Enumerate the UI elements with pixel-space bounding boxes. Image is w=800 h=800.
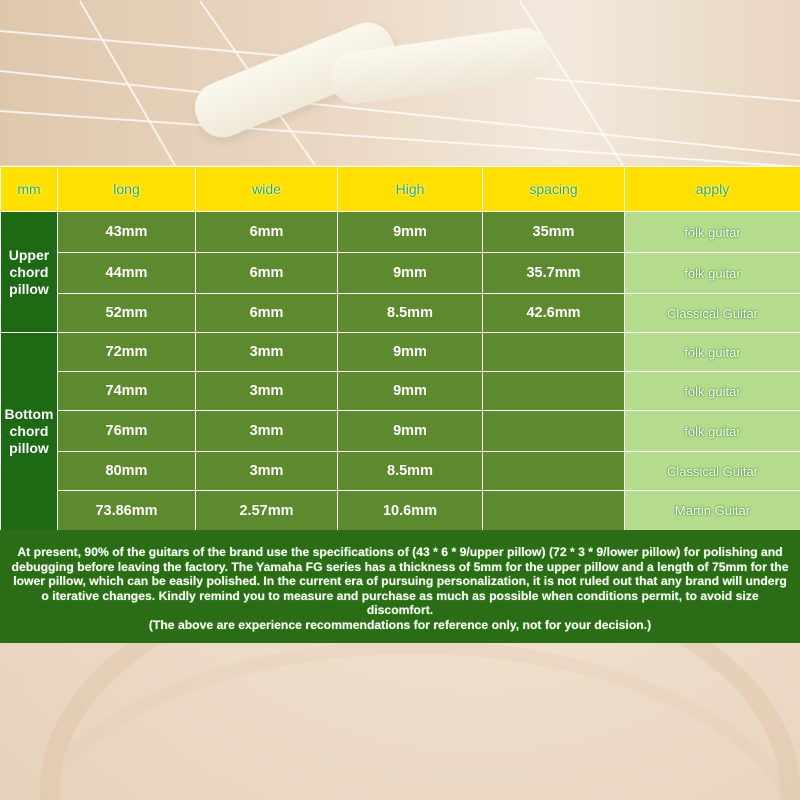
header-apply: apply [625,167,800,212]
cell-spacing [483,411,625,452]
cell-wide: 6mm [196,294,338,333]
cell-apply: Classical Guitar [625,452,800,491]
cell-wide: 3mm [196,372,338,411]
specification-table [0,166,800,530]
cell-apply: folk guitar [625,372,800,411]
cell-spacing: 35mm [483,212,625,253]
cell-wide: 2.57mm [196,491,338,531]
cell-wide: 3mm [196,452,338,491]
cell-spacing: 35.7mm [483,253,625,294]
cell-wide: 6mm [196,212,338,253]
cell-high: 9mm [338,253,483,294]
cell-spacing [483,452,625,491]
cell-spacing [483,333,625,372]
cell-wide: 6mm [196,253,338,294]
table-row [1,411,800,452]
cell-high: 9mm [338,333,483,372]
cell-high: 9mm [338,212,483,253]
table-row [1,333,800,372]
table-row [1,294,800,333]
cell-high: 9mm [338,411,483,452]
cell-spacing: 42.6mm [483,294,625,333]
header-spacing: spacing [483,167,625,212]
header-high: High [338,167,483,212]
cell-apply: Martin Guitar [625,491,800,531]
cell-spacing [483,372,625,411]
table-row [1,253,800,294]
group-label-upper: Upper chord pillow [1,212,58,333]
cell-high: 8.5mm [338,294,483,333]
table-header-row [1,167,800,212]
cell-high: 9mm [338,372,483,411]
cell-long: 74mm [58,372,196,411]
cell-apply: folk guitar [625,411,800,452]
cell-apply: folk guitar [625,333,800,372]
header-wide: wide [196,167,338,212]
cell-wide: 3mm [196,333,338,372]
table-row [1,212,800,253]
cell-long: 43mm [58,212,196,253]
cell-high: 10.6mm [338,491,483,531]
cell-apply: folk guitar [625,253,800,294]
cell-long: 44mm [58,253,196,294]
cell-long: 80mm [58,452,196,491]
cell-apply: folk guitar [625,212,800,253]
cell-long: 52mm [58,294,196,333]
table-row [1,452,800,491]
cell-long: 76mm [58,411,196,452]
note-text: At present, 90% of the guitars of the brand use the specifications of (43 * 6 * 9/upper pillow) (72 * 3 * 9/lower pillow) for polishing and debugging before leaving the factory. The Yamaha FG series has a thickness of 5mm for the upper pillow and a length of 75mm for the lower pillow, which can be easily polished. In the current era of pursuing personalization, it is not ruled out that any brand will underg o iterative changes. Kindly remind you to measure and purchase as much as possible when conditions permit, to avoid size discomfort. [11,545,789,617]
table-row [1,491,800,531]
cell-high: 8.5mm [338,452,483,491]
cell-apply: Classical Guitar [625,294,800,333]
note-disclaimer: (The above are experience recommendations for reference only, not for your decision.) [148,617,652,632]
specification-note [0,530,800,643]
group-label-bottom: Bottom chord pillow [1,333,58,531]
cell-spacing [483,491,625,531]
cell-long: 73.86mm [58,491,196,531]
table-row [1,372,800,411]
cell-wide: 3mm [196,411,338,452]
cell-long: 72mm [58,333,196,372]
header-mm: mm [1,167,58,212]
header-long: long [58,167,196,212]
